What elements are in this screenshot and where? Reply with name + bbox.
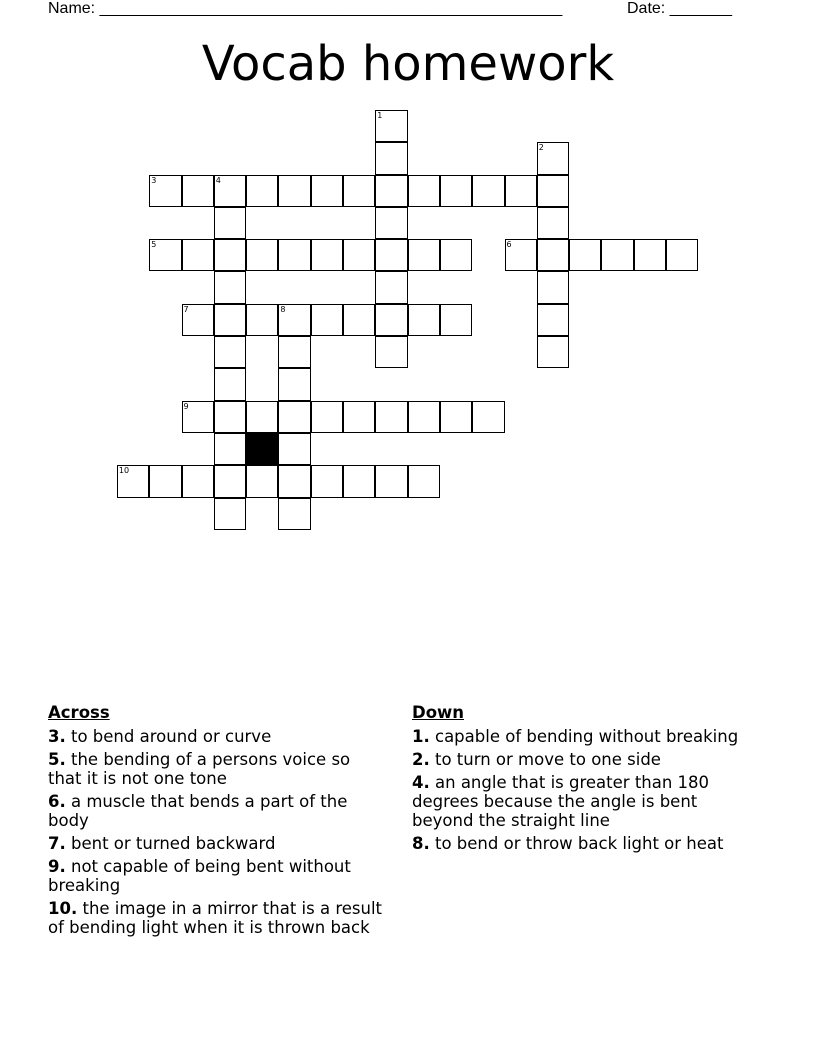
clue-text: the bending of a persons voice so that it is not one tone	[48, 750, 351, 788]
clue-number-label: 2	[538, 143, 544, 153]
clue-text: a muscle that bends a part of the body	[48, 792, 348, 830]
clue-number: 3.	[48, 727, 66, 746]
grid-cell[interactable]	[246, 304, 278, 336]
clue-number: 5.	[48, 750, 66, 769]
across-clue	[48, 857, 388, 895]
across-clue	[48, 834, 388, 853]
grid-cell[interactable]	[214, 498, 246, 530]
down-clue	[412, 727, 752, 746]
grid-cell[interactable]	[505, 175, 537, 207]
grid-cell[interactable]	[311, 175, 343, 207]
grid-cell[interactable]	[440, 175, 472, 207]
grid-cell[interactable]	[214, 239, 246, 271]
grid-cell[interactable]	[149, 239, 181, 271]
grid-cell[interactable]	[666, 239, 698, 271]
grid-cell[interactable]	[375, 110, 407, 142]
clue-number: 4.	[412, 773, 430, 792]
clue-number-label: 4	[215, 175, 221, 185]
grid-cell[interactable]	[537, 271, 569, 303]
grid-cell[interactable]	[149, 175, 181, 207]
clue-number-label: 9	[183, 401, 189, 411]
grid-cell[interactable]	[343, 465, 375, 497]
grid-cell[interactable]	[278, 465, 310, 497]
clue-text: the image in a mirror that is a result of bending light when it is thrown back	[48, 899, 382, 937]
grid-cell[interactable]	[375, 271, 407, 303]
clue-number: 6.	[48, 792, 66, 811]
clue-number: 8.	[412, 834, 430, 853]
down-clue	[412, 750, 752, 769]
grid-cell[interactable]	[537, 336, 569, 368]
grid-cell[interactable]	[375, 142, 407, 174]
grid-cell[interactable]	[311, 304, 343, 336]
grid-cell[interactable]	[214, 336, 246, 368]
grid-cell[interactable]	[311, 465, 343, 497]
grid-cell[interactable]	[182, 304, 214, 336]
across-clue	[48, 792, 388, 830]
grid-cell[interactable]	[278, 239, 310, 271]
grid-cell[interactable]	[343, 304, 375, 336]
grid-cell[interactable]	[408, 465, 440, 497]
grid-cell[interactable]	[214, 465, 246, 497]
grid-cell[interactable]	[472, 401, 504, 433]
grid-cell[interactable]	[278, 433, 310, 465]
across-clue	[48, 899, 388, 937]
grid-cell[interactable]	[375, 401, 407, 433]
grid-cell[interactable]	[505, 239, 537, 271]
grid-cell[interactable]	[375, 175, 407, 207]
grid-cell[interactable]	[246, 401, 278, 433]
across-clue	[48, 727, 388, 746]
grid-cell[interactable]	[278, 304, 310, 336]
clue-number: 2.	[412, 750, 430, 769]
clue-text: to turn or move to one side	[435, 750, 661, 769]
grid-cell[interactable]	[182, 465, 214, 497]
grid-cell[interactable]	[375, 465, 407, 497]
grid-cell[interactable]	[408, 239, 440, 271]
clue-text: an angle that is greater than 180 degrees because the angle is bent beyond the straight line	[412, 773, 710, 830]
across-clue	[48, 750, 388, 788]
grid-cell[interactable]	[375, 336, 407, 368]
grid-block	[246, 433, 278, 465]
grid-cell[interactable]	[343, 239, 375, 271]
across-heading: Across	[48, 703, 110, 722]
grid-cell[interactable]	[214, 175, 246, 207]
grid-cell[interactable]	[440, 401, 472, 433]
grid-cell[interactable]	[182, 175, 214, 207]
page-title: Vocab homework	[201, 36, 615, 92]
clue-text: to bend around or curve	[71, 727, 272, 746]
grid-cell[interactable]	[537, 142, 569, 174]
grid-cell[interactable]	[278, 368, 310, 400]
clue-number-label: 1	[377, 110, 383, 120]
grid-cell[interactable]	[375, 239, 407, 271]
clue-number-label: 8	[280, 304, 286, 314]
grid-cell[interactable]	[537, 304, 569, 336]
grid-cell[interactable]	[214, 401, 246, 433]
grid-cell[interactable]	[569, 239, 601, 271]
across-clues	[48, 703, 388, 941]
grid-cell[interactable]	[278, 336, 310, 368]
grid-cell[interactable]	[214, 271, 246, 303]
clue-number-label: 6	[506, 240, 512, 250]
clue-number: 9.	[48, 857, 66, 876]
grid-cell[interactable]	[601, 239, 633, 271]
grid-cell[interactable]	[149, 465, 181, 497]
clue-text: to bend or throw back light or heat	[435, 834, 724, 853]
grid-cell[interactable]	[440, 239, 472, 271]
grid-cell[interactable]	[246, 239, 278, 271]
grid-cell[interactable]	[311, 401, 343, 433]
clue-text: not capable of being bent without breaking	[48, 857, 351, 895]
grid-cell[interactable]	[117, 465, 149, 497]
grid-cell[interactable]	[214, 207, 246, 239]
clue-number-label: 10	[118, 466, 130, 476]
grid-cell[interactable]	[472, 175, 504, 207]
down-heading: Down	[412, 703, 465, 722]
grid-cell[interactable]	[634, 239, 666, 271]
grid-cell[interactable]	[408, 304, 440, 336]
clue-number-label: 3	[151, 175, 157, 185]
grid-cell[interactable]	[375, 304, 407, 336]
clue-number-label: 5	[151, 240, 157, 250]
grid-cell[interactable]	[182, 401, 214, 433]
grid-cell[interactable]	[214, 368, 246, 400]
grid-cell[interactable]	[182, 239, 214, 271]
clue-text: bent or turned backward	[71, 834, 276, 853]
grid-cell[interactable]	[214, 433, 246, 465]
clue-number: 1.	[412, 727, 430, 746]
clue-number: 10.	[48, 899, 78, 918]
grid-cell[interactable]	[278, 401, 310, 433]
down-clue	[412, 773, 752, 830]
name-field: Name: ____________________________________________________	[48, 0, 563, 17]
grid-cell[interactable]	[537, 207, 569, 239]
down-clues	[412, 703, 752, 857]
clue-text: capable of bending without breaking	[435, 727, 739, 746]
clue-number: 7.	[48, 834, 66, 853]
grid-cell[interactable]	[278, 498, 310, 530]
down-clue	[412, 834, 752, 853]
clue-number-label: 7	[183, 304, 189, 314]
grid-cell[interactable]	[246, 175, 278, 207]
grid-cell[interactable]	[375, 207, 407, 239]
grid-cell[interactable]	[214, 304, 246, 336]
grid-cell[interactable]	[343, 175, 375, 207]
grid-cell[interactable]	[537, 175, 569, 207]
grid-cell[interactable]	[440, 304, 472, 336]
grid-cell[interactable]	[408, 401, 440, 433]
grid-cell[interactable]	[246, 465, 278, 497]
grid-cell[interactable]	[537, 239, 569, 271]
grid-cell[interactable]	[408, 175, 440, 207]
grid-cell[interactable]	[343, 401, 375, 433]
date-field: Date: _______	[627, 0, 732, 17]
grid-cell[interactable]	[278, 175, 310, 207]
grid-cell[interactable]	[311, 239, 343, 271]
